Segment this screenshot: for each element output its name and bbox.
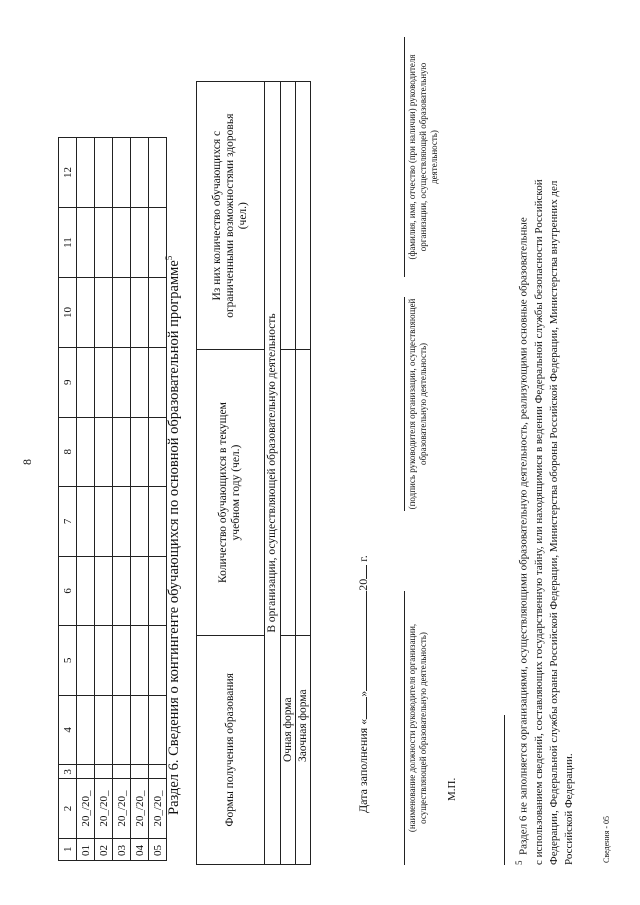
header-cell: 1 [59,838,77,860]
header-cell: 12 [59,138,77,208]
contingent-table [196,81,311,865]
row-period: 20_/20_ [77,779,95,838]
table-row [131,138,149,861]
header-cell: 7 [59,487,77,557]
table-header-row [59,138,77,861]
position-caption: (наименование должности руководителя организации, осуществляющей образовательную деятельность) [407,623,428,833]
row-code: 03 [113,838,131,860]
table-row [281,82,296,865]
table-subheader-row [264,82,281,865]
footnote [512,25,577,865]
page-number: 8 [20,459,34,465]
footnote-ref: 5 [164,255,174,261]
row-correspondence: Заочная форма [296,635,311,864]
table-row [113,138,131,861]
header-disabled-count: Из них количество обучающихся с ограниченными возможностями здоровья (чел.) [197,82,265,350]
header-cell: 5 [59,626,77,696]
row-code: 05 [149,838,167,860]
header-cell: 8 [59,417,77,487]
row-full-time: Очная форма [281,635,296,864]
table-header-row [197,82,265,865]
fill-date: Дата заполнения «»20 г. [356,555,370,813]
row-period: 20_/20_ [131,779,149,838]
row-period: 20_/20_ [149,779,167,838]
row-period: 20_/20_ [95,779,113,838]
header-cell: 10 [59,278,77,348]
name-caption: (фамилия, имя, отчество (при наличии) руководителя организации, осуществляющей образовательную деятельность) [407,54,439,260]
position-line [404,591,405,865]
header-cell: 9 [59,347,77,417]
header-cell: 6 [59,556,77,626]
header-education-forms: Формы получения образования [197,635,265,864]
row-period: 20_/20_ [113,779,131,838]
header-cell: 2 [59,779,77,838]
organization-subheader: В организации, осуществляющей образовательную деятельность [264,82,281,865]
form-code: Сведения - 05 [602,815,611,863]
statistics-table [58,137,167,861]
table-row [77,138,95,861]
header-cell: 3 [59,765,77,779]
section-title: Раздел 6. Сведения о контингенте обучающихся по основной образовательной программе$^5$ [164,255,182,815]
footnote-line-4: Российской Федерации. [562,753,575,865]
signature-caption: (подпись руководителя организации, осуществляющей образовательную деятельность) [407,298,428,510]
header-students-count: Количество обучающихся в текущем учебном году (чел.) [197,350,265,635]
stamp-label: М.П. [446,777,458,801]
row-code: 02 [95,838,113,860]
footnote-line-1: $^5$ Раздел 6 не заполняется организациями, осуществляющими образовательную деятельность, реализующими основные образовательные [514,217,530,865]
table-row [296,82,311,865]
footnote-line-3: Федерации, Федеральной службы охраны Российской Федерации, Министерства обороны Российской Федерации, Министерства внутренних дел [547,180,560,865]
signature-line [404,297,405,511]
header-cell: 11 [59,208,77,278]
footnote-line-2: с использованием сведений, составляющих государственную тайну, или находящимися в ведении Федеральной службы безопасности Российской [532,179,545,865]
header-cell: 4 [59,695,77,765]
row-code: 01 [77,838,95,860]
name-line [404,37,405,277]
footnote-separator [504,715,505,865]
table-row [95,138,113,861]
row-code: 04 [131,838,149,860]
